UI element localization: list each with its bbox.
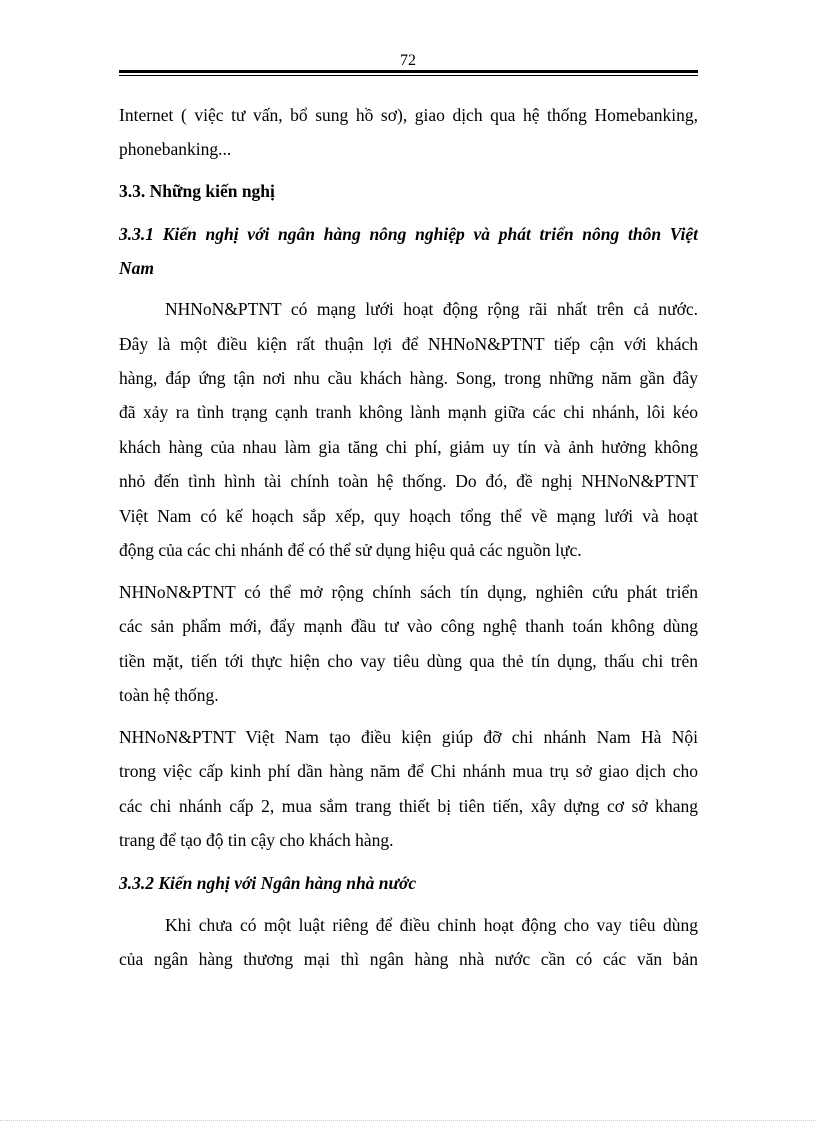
text-line: hàng, đáp ứng tận nơi nhu cầu khách hàng. Song, trong những năm gần đây (119, 368, 698, 388)
text-line: NHNoN&PTNT có thể mở rộng chính sách tín dụng, nghiên cứu phát triển (119, 582, 698, 602)
text-line: Đây là một điều kiện rất thuận lợi để NHNoN&PTNT tiếp cận với khách (119, 334, 698, 354)
text-line: Internet ( việc tư vấn, bổ sung hồ sơ), giao dịch qua hệ thống Homebanking, (119, 105, 698, 125)
page-number: 72 (400, 52, 416, 69)
text-line: tiền mặt, tiến tới thực hiện cho vay tiêu dùng qua thẻ tín dụng, thấu chi trên (119, 651, 698, 671)
text-line: Khi chưa có một luật riêng để điều chỉnh hoạt động cho vay tiêu dùng (165, 915, 698, 935)
text-line: nhỏ đến tình hình tài chính toàn hệ thống. Do đó, đề nghị NHNoN&PTNT (119, 471, 698, 491)
text-line: NHNoN&PTNT Việt Nam tạo điều kiện giúp đỡ chi nhánh Nam Hà Nội (119, 727, 698, 747)
text-line: đã xảy ra tình trạng cạnh tranh không lành mạnh giữa các chi nhánh, lôi kéo (119, 402, 698, 422)
text-line: NHNoN&PTNT có mạng lưới hoạt động rộng rãi nhất trên cả nước. (165, 299, 698, 319)
text-line: của ngân hàng thương mại thì ngân hàng nhà nước cần có các văn bản (119, 949, 698, 969)
subsection-heading: 3.3.1 Kiến nghị với ngân hàng nông nghiệp và phát triển nông thôn Việt (119, 224, 698, 244)
header-rule-thin (119, 75, 698, 76)
text-line: khách hàng của nhau làm gia tăng chi phí, giảm uy tín và ảnh hưởng không (119, 437, 698, 457)
subsection-heading: 3.3.2 Kiến nghị với Ngân hàng nhà nước (119, 873, 417, 893)
text-line: các sản phẩm mới, đẩy mạnh đầu tư vào công nghệ thanh toán không dùng (119, 616, 698, 636)
text-line: Việt Nam có kế hoạch sắp xếp, quy hoạch tổng thể về mạng lưới và hoạt (119, 506, 698, 526)
text-line: trang để tạo độ tin cậy cho khách hàng. (119, 830, 394, 850)
text-line: trong việc cấp kinh phí dần hàng năm để Chi nhánh mua trụ sở giao dịch cho (119, 761, 698, 781)
section-heading: 3.3. Những kiến nghị (119, 181, 275, 201)
page-bottom-border (0, 1120, 816, 1121)
text-line: toàn hệ thống. (119, 685, 219, 705)
text-line: phonebanking... (119, 139, 232, 159)
subsection-heading-cont: Nam (119, 258, 154, 278)
text-line: các chi nhánh cấp 2, mua sắm trang thiết bị tiên tiến, xây dựng cơ sở khang (119, 796, 698, 816)
header-rule-thick (119, 70, 698, 73)
text-line: động của các chi nhánh để có thể sử dụng hiệu quả các nguồn lực. (119, 540, 582, 560)
